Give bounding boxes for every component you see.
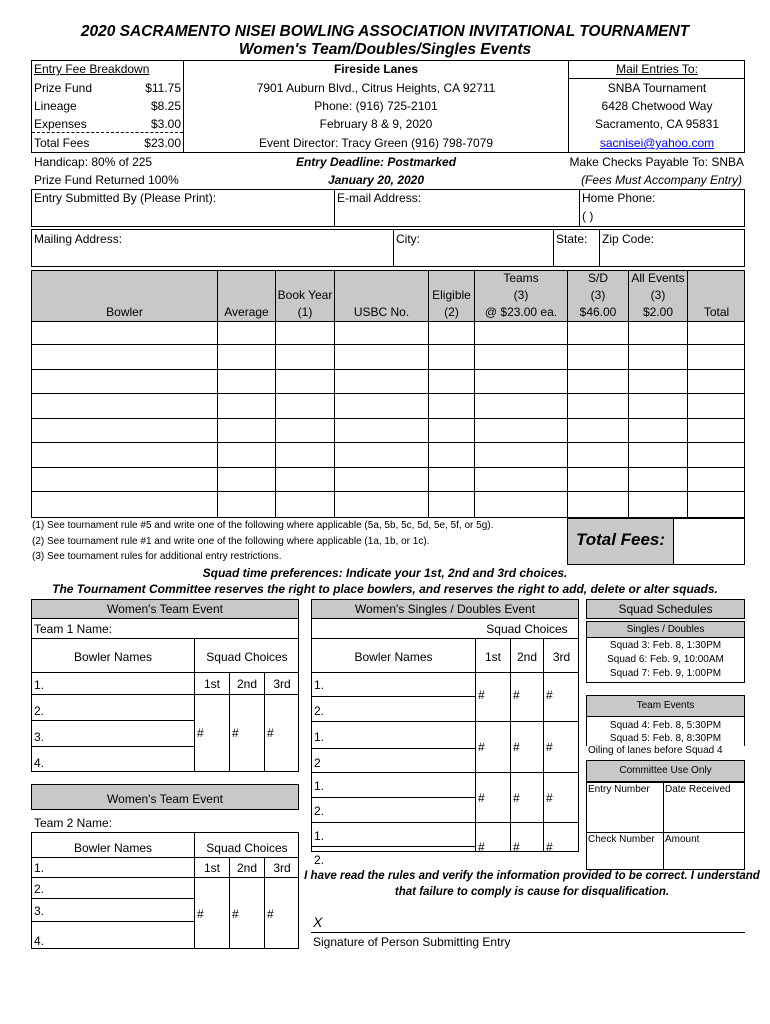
squad-7-time: Squad 7: Feb. 9, 1:00PM — [609, 668, 722, 679]
footnote-1: (1) See tournament rule #5 and write one of the following where applicable (5a, 5b, 5c, 5d, 5e, 5f, or 5g). — [32, 520, 494, 531]
sd-row1[interactable]: 1. — [314, 678, 325, 692]
lineage-value: $8.25 — [150, 99, 181, 113]
team1-row4[interactable]: 4. — [34, 756, 45, 770]
total-fees-value: $23.00 — [144, 136, 181, 150]
submitted-by-label: Entry Submitted By (Please Print): — [34, 191, 217, 205]
entry-number-label: Entry Number — [588, 784, 650, 795]
footnote-3: (3) See tournament rules for additional entry restrictions. — [32, 551, 282, 562]
sd-row5[interactable]: 1. — [314, 779, 325, 793]
team2-choice-1[interactable]: # — [197, 907, 204, 921]
team1-name-field[interactable] — [32, 619, 298, 638]
sd-choice[interactable]: # — [478, 791, 485, 805]
event-dates: February 8 & 9, 2020 — [319, 117, 433, 131]
lineage-label: Lineage — [34, 99, 77, 113]
mail-line3: Sacramento, CA 95831 — [594, 117, 720, 131]
certification-line1: I have read the rules and verify the information provided to be correct. I understand — [304, 870, 760, 882]
expenses-label: Expenses — [34, 117, 87, 131]
col-bowler: Bowler — [106, 305, 143, 319]
team1-1st: 1st — [203, 677, 220, 691]
col-book-year-note: (1) — [297, 305, 313, 319]
form-title: 2020 SACRAMENTO NISEI BOWLING ASSOCIATION INVITATIONAL TOURNAMENT — [80, 23, 690, 40]
team1-squad-choices-header: Squad Choices — [206, 650, 288, 664]
sd-row8[interactable]: 2. — [314, 853, 325, 867]
total-fees-label: Total Fees — [34, 136, 90, 150]
mailing-address-label: Mailing Address: — [34, 232, 123, 246]
certification-line2: that failure to comply is cause for disqualification. — [394, 886, 670, 898]
col-total: Total — [703, 305, 730, 319]
table-row[interactable] — [32, 322, 744, 345]
team2-1st: 1st — [203, 861, 220, 875]
team1-bowler-names-header: Bowler Names — [73, 650, 153, 664]
col-teams: Teams — [503, 271, 539, 285]
team2-name-field[interactable] — [32, 812, 298, 832]
sd-choice[interactable]: # — [546, 740, 553, 754]
mail-heading: Mail Entries To: — [616, 62, 698, 76]
event-director: Event Director: Tracy Green (916) 798-7079 — [258, 136, 494, 150]
fees-note: (Fees Must Accompany Entry) — [581, 173, 742, 187]
mail-line2: 6428 Chetwood Way — [601, 99, 713, 113]
table-row[interactable] — [32, 469, 744, 492]
col-all-events-note: (3) — [650, 288, 666, 302]
sd-row2[interactable]: 2. — [314, 704, 325, 718]
team1-3rd: 3rd — [273, 677, 291, 691]
team1-row2[interactable]: 2. — [34, 704, 45, 718]
sd-row7[interactable]: 1. — [314, 829, 325, 843]
team2-row3[interactable]: 3. — [34, 904, 45, 918]
home-phone-label: Home Phone: — [582, 191, 656, 205]
sd-choice[interactable]: # — [478, 740, 485, 754]
mail-email-link[interactable]: sacnisei@yahoo.com — [599, 136, 715, 150]
sd-choice[interactable]: # — [546, 840, 553, 854]
sd-choice[interactable]: # — [513, 740, 520, 754]
schedules-title: Squad Schedules — [618, 602, 713, 616]
col-all-events: All Events — [631, 271, 685, 285]
team2-row4[interactable]: 4. — [34, 934, 45, 948]
phone-paren: ( ) — [582, 209, 594, 223]
col-sd-price: $46.00 — [579, 305, 617, 319]
venue-phone: Phone: (916) 725-2101 — [314, 99, 438, 113]
team2-choice-3[interactable]: # — [267, 907, 274, 921]
checks-payable: Make Checks Payable To: SNBA — [569, 155, 744, 169]
team2-squad-choices-header: Squad Choices — [206, 841, 288, 855]
sd-choice[interactable]: # — [513, 688, 520, 702]
prize-fund-value: $11.75 — [145, 81, 181, 95]
squad-6-time: Squad 6: Feb. 9, 10:00AM — [607, 654, 724, 665]
team1-name-label: Team 1 Name: — [34, 622, 113, 636]
team2-3rd: 3rd — [273, 861, 291, 875]
col-all-events-price: $2.00 — [642, 305, 674, 319]
team2-choice-2[interactable]: # — [232, 907, 239, 921]
sd-row6[interactable]: 2. — [314, 804, 325, 818]
mail-line1: SNBA Tournament — [607, 81, 707, 95]
prize-returned-text: Prize Fund Returned 100% — [34, 173, 179, 187]
sd-row3[interactable]: 1. — [314, 730, 325, 744]
sd-choice[interactable]: # — [513, 791, 520, 805]
sd-2nd: 2nd — [516, 650, 538, 664]
oiling-note: Oiling of lanes before Squad 4 — [588, 745, 723, 756]
col-usbc: USBC No. — [353, 305, 410, 319]
team2-name-label: Team 2 Name: — [34, 816, 113, 830]
sd-choice[interactable]: # — [478, 840, 485, 854]
footnote-2: (2) See tournament rule #1 and write one of the following where applicable (1a, 1b, or 1c). — [32, 536, 430, 547]
col-teams-price: @ $23.00 ea. — [484, 305, 558, 319]
email-label: E-mail Address: — [337, 191, 422, 205]
total-fees-big-label: Total Fees: — [575, 530, 666, 549]
col-sd-note: (3) — [590, 288, 606, 302]
table-row[interactable] — [32, 395, 744, 419]
venue-address: 7901 Auburn Blvd., Citrus Heights, CA 92711 — [256, 81, 496, 95]
date-received-label: Date Received — [665, 784, 731, 795]
fee-breakdown-heading: Entry Fee Breakdown — [34, 62, 150, 76]
sd-choice[interactable]: # — [513, 840, 520, 854]
sd-choice[interactable]: # — [546, 791, 553, 805]
deadline-line1: Entry Deadline: Postmarked — [295, 155, 457, 169]
sd-squad-choices-header: Squad Choices — [486, 622, 568, 636]
squad-preference-note: Squad time preferences: Indicate your 1st, 2nd and 3rd choices. — [202, 566, 568, 580]
team1-choice-1[interactable]: # — [197, 726, 204, 740]
committee-reserves-note: The Tournament Committee reserves the right to place bowlers, and reserves the right to add, delete or alter squads. — [52, 582, 718, 596]
team-event-1-title: Women's Team Event — [107, 602, 223, 616]
table-row[interactable] — [32, 371, 744, 394]
team2-row1[interactable]: 1. — [34, 861, 45, 875]
team1-choice-3[interactable]: # — [267, 726, 274, 740]
table-row[interactable] — [32, 493, 744, 517]
col-eligible-note: (2) — [444, 305, 459, 319]
col-eligible: Eligible — [432, 288, 471, 302]
sd-row4[interactable]: 2 — [314, 756, 321, 770]
signature-label: Signature of Person Submitting Entry — [313, 935, 511, 949]
col-average: Average — [224, 305, 269, 319]
state-label: State: — [556, 232, 588, 246]
team1-2nd: 2nd — [236, 677, 258, 691]
team1-choice-2[interactable]: # — [232, 726, 239, 740]
total-fees-input[interactable] — [673, 518, 745, 565]
city-label: City: — [396, 232, 420, 246]
signature-field[interactable] — [311, 910, 745, 932]
sd-bowler-names-header: Bowler Names — [354, 650, 433, 664]
team2-row2[interactable]: 2. — [34, 882, 45, 896]
expenses-value: $3.00 — [150, 117, 181, 131]
sd-1st: 1st — [484, 650, 501, 664]
venue-name: Fireside Lanes — [333, 62, 419, 76]
squad-3-time: Squad 3: Feb. 8, 1:30PM — [609, 640, 722, 651]
sd-3rd: 3rd — [552, 650, 571, 664]
committee-title: Committee Use Only — [619, 765, 712, 776]
team-event-1-box — [31, 618, 299, 772]
team-schedule-title: Team Events — [636, 700, 695, 711]
handicap-text: Handicap: 80% of 225 — [34, 155, 153, 169]
col-teams-note: (3) — [513, 288, 529, 302]
signature-x: X — [313, 914, 323, 930]
team2-2nd: 2nd — [236, 861, 258, 875]
form-subtitle: Women's Team/Doubles/Singles Events — [238, 41, 532, 58]
table-row[interactable] — [32, 444, 744, 468]
team2-bowler-names-header: Bowler Names — [73, 841, 153, 855]
table-row[interactable] — [32, 420, 744, 443]
prize-fund-label: Prize Fund — [34, 81, 93, 95]
sd-schedule-title: Singles / Doubles — [626, 624, 705, 635]
team-event-2-title: Women's Team Event — [107, 792, 223, 806]
deadline-line2: January 20, 2020 — [327, 173, 425, 187]
sd-choice[interactable]: # — [546, 688, 553, 702]
team1-row3[interactable]: 3. — [34, 730, 45, 744]
squad-5-time: Squad 5: Feb. 8, 8:30PM — [609, 733, 722, 744]
team1-row1[interactable]: 1. — [34, 678, 45, 692]
sd-event-title: Women's Singles / Doubles Event — [354, 602, 536, 616]
sd-choice[interactable]: # — [478, 688, 485, 702]
squad-4-time: Squad 4: Feb. 8, 5:30PM — [609, 720, 722, 731]
col-book-year: Book Year — [277, 288, 333, 302]
zip-label: Zip Code: — [602, 232, 655, 246]
check-number-label: Check Number — [588, 834, 655, 845]
amount-label: Amount — [665, 834, 700, 845]
col-sd: S/D — [587, 271, 608, 285]
table-row[interactable] — [32, 346, 744, 370]
